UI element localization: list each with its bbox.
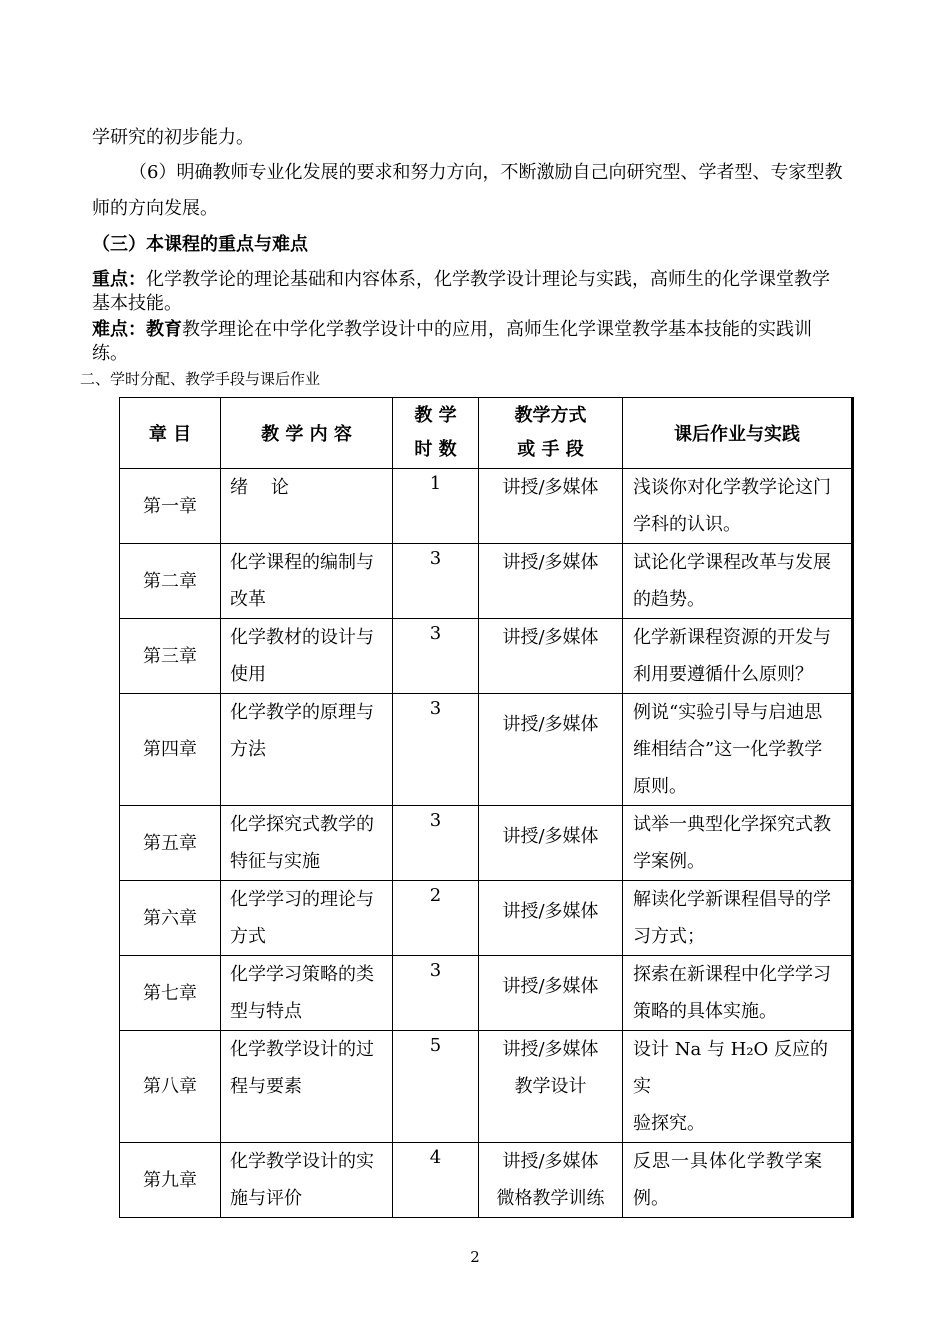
header-content: 教 学 内 容 <box>221 398 393 469</box>
cell-homework-line: 维相结合”这一化学教学 <box>633 739 823 760</box>
cell-content-line: 绪 论 <box>230 477 289 498</box>
cell-homework-line: 试论化学课程改革与发展 <box>633 552 831 573</box>
cell-homework-line: 例说“实验引导与启迪思 <box>633 702 823 723</box>
cell-content-line: 特征与实施 <box>230 851 320 872</box>
difficulties-line-2: 练。 <box>92 343 128 364</box>
cell-content-line: 化学学习策略的类 <box>230 964 374 985</box>
header-method <box>479 398 623 469</box>
cell-method: 讲授/多媒体 <box>479 806 623 881</box>
cell-method: 讲授/多媒体 <box>479 956 623 1031</box>
cell-content <box>221 806 393 881</box>
cell-content-line: 化学课程的编制与 <box>230 552 374 573</box>
cell-homework <box>623 694 853 806</box>
cell-method: 讲授/多媒体 <box>479 544 623 619</box>
cell-homework-line: 解读化学新课程倡导的学 <box>633 889 831 910</box>
cell-homework-line: 化学新课程资源的开发与 <box>633 627 831 648</box>
cell-method-line: 讲授/多媒体 <box>502 1151 599 1172</box>
cell-content <box>221 619 393 694</box>
cell-content <box>221 544 393 619</box>
table-row <box>120 469 853 544</box>
item-6-line-2: 师的方向发展。 <box>92 198 218 219</box>
cell-content-line: 方式 <box>230 926 266 947</box>
header-hours-line-2: 时 数 <box>414 439 457 460</box>
cell-content-line: 方法 <box>230 739 266 760</box>
cell-content-line: 化学教学设计的过 <box>230 1039 374 1060</box>
cell-content-line: 化学探究式教学的 <box>230 814 374 835</box>
header-method-line-2: 或 手 段 <box>517 439 584 460</box>
cell-chapter: 第四章 <box>120 694 221 806</box>
section-2-heading: 二、学时分配、教学手段与课后作业 <box>80 370 321 388</box>
page-number: 2 <box>470 1248 480 1266</box>
cell-homework <box>623 956 853 1031</box>
table-row <box>120 806 853 881</box>
table-header-row <box>120 398 853 469</box>
difficulties-text: 教学理论在中学化学教学设计中的应用，高师生化学课堂教学基本技能的实践训 <box>182 319 812 340</box>
key-points-label: 重点： <box>92 269 146 290</box>
item-6-line-1: （6）明确教师专业化发展的要求和努力方向，不断激励自己向研究型、学者型、专家型教 <box>129 162 843 183</box>
cell-hours: 1 <box>393 469 479 544</box>
cell-content <box>221 1143 393 1218</box>
cell-homework <box>623 1031 853 1143</box>
cell-homework <box>623 1143 853 1218</box>
schedule-table <box>119 397 854 1218</box>
cell-method: 讲授/多媒体 <box>479 469 623 544</box>
key-points-line-2: 基本技能。 <box>92 293 182 314</box>
cell-homework-line: 的趋势。 <box>633 589 705 610</box>
section-3-heading: （三）本课程的重点与难点 <box>92 234 308 255</box>
cell-homework <box>623 881 853 956</box>
cell-chapter: 第一章 <box>120 469 221 544</box>
key-points-line-1 <box>92 268 830 292</box>
table-row <box>120 956 853 1031</box>
cell-chapter: 第二章 <box>120 544 221 619</box>
cell-homework-line: 设计 Na 与 H₂O 反应的实 <box>633 1039 829 1097</box>
cell-content-line: 化学教材的设计与 <box>230 627 374 648</box>
cell-homework-line: 习方式； <box>633 926 705 947</box>
cell-method: 讲授/多媒体 <box>479 881 623 956</box>
header-hours-line-1: 教 学 <box>414 405 457 426</box>
cell-content <box>221 1031 393 1143</box>
cell-method <box>479 1031 623 1143</box>
cell-chapter: 第八章 <box>120 1031 221 1143</box>
cell-content <box>221 694 393 806</box>
cell-homework-line: 反思一具体化学教学案 <box>633 1151 823 1172</box>
difficulties-label: 难点：教育 <box>92 319 182 340</box>
table-row <box>120 619 853 694</box>
difficulties-line-1 <box>92 318 812 342</box>
header-hours <box>393 398 479 469</box>
cell-hours: 3 <box>393 806 479 881</box>
cell-content <box>221 956 393 1031</box>
header-chapter: 章 目 <box>120 398 221 469</box>
header-homework: 课后作业与实践 <box>623 398 853 469</box>
cell-homework-line: 原则。 <box>633 776 687 797</box>
cell-homework-line: 试举一典型化学探究式教 <box>633 814 831 835</box>
cell-homework <box>623 544 853 619</box>
cell-chapter: 第九章 <box>120 1143 221 1218</box>
cell-content-line: 改革 <box>230 589 266 610</box>
paragraph-continuation: 学研究的初步能力。 <box>92 127 254 148</box>
cell-homework <box>623 806 853 881</box>
cell-chapter: 第七章 <box>120 956 221 1031</box>
table-row <box>120 694 853 806</box>
cell-method-line: 讲授/多媒体 <box>502 1039 599 1060</box>
cell-content <box>221 469 393 544</box>
cell-homework <box>623 469 853 544</box>
cell-homework-line: 验探究。 <box>633 1113 705 1134</box>
cell-content-line: 施与评价 <box>230 1188 302 1209</box>
table-row <box>120 544 853 619</box>
cell-content-line: 型与特点 <box>230 1001 302 1022</box>
cell-hours: 5 <box>393 1031 479 1143</box>
cell-homework-line: 学案例。 <box>633 851 705 872</box>
cell-homework <box>623 619 853 694</box>
cell-homework-line: 例。 <box>633 1188 669 1209</box>
cell-method-line: 教学设计 <box>514 1076 587 1097</box>
cell-hours: 4 <box>393 1143 479 1218</box>
cell-content-line: 化学教学设计的实 <box>230 1151 374 1172</box>
cell-hours: 3 <box>393 694 479 806</box>
cell-method: 讲授/多媒体 <box>479 694 623 806</box>
table-row <box>120 881 853 956</box>
cell-method <box>479 1143 623 1218</box>
cell-chapter: 第三章 <box>120 619 221 694</box>
cell-homework-line: 利用要遵循什么原则？ <box>633 664 813 685</box>
cell-hours: 3 <box>393 619 479 694</box>
cell-content-line: 化学学习的理论与 <box>230 889 374 910</box>
cell-chapter: 第五章 <box>120 806 221 881</box>
table-row <box>120 1143 853 1218</box>
cell-homework-line: 探索在新课程中化学学习 <box>633 964 831 985</box>
key-points-text: 化学教学论的理论基础和内容体系，化学教学设计理论与实践，高师生的化学课堂教学 <box>146 269 830 290</box>
header-method-line-1: 教学方式 <box>514 405 587 426</box>
cell-chapter: 第六章 <box>120 881 221 956</box>
cell-content-line: 程与要素 <box>230 1076 302 1097</box>
cell-content-line: 使用 <box>230 664 266 685</box>
cell-hours: 2 <box>393 881 479 956</box>
cell-homework-line: 学科的认识。 <box>633 514 741 535</box>
cell-method-line: 微格教学训练 <box>496 1188 605 1209</box>
cell-hours: 3 <box>393 956 479 1031</box>
cell-homework-line: 浅谈你对化学教学论这门 <box>633 477 831 498</box>
cell-hours: 3 <box>393 544 479 619</box>
cell-content <box>221 881 393 956</box>
cell-method: 讲授/多媒体 <box>479 619 623 694</box>
cell-homework-line: 策略的具体实施。 <box>633 1001 777 1022</box>
table-row <box>120 1031 853 1143</box>
cell-content-line: 化学教学的原理与 <box>230 702 374 723</box>
